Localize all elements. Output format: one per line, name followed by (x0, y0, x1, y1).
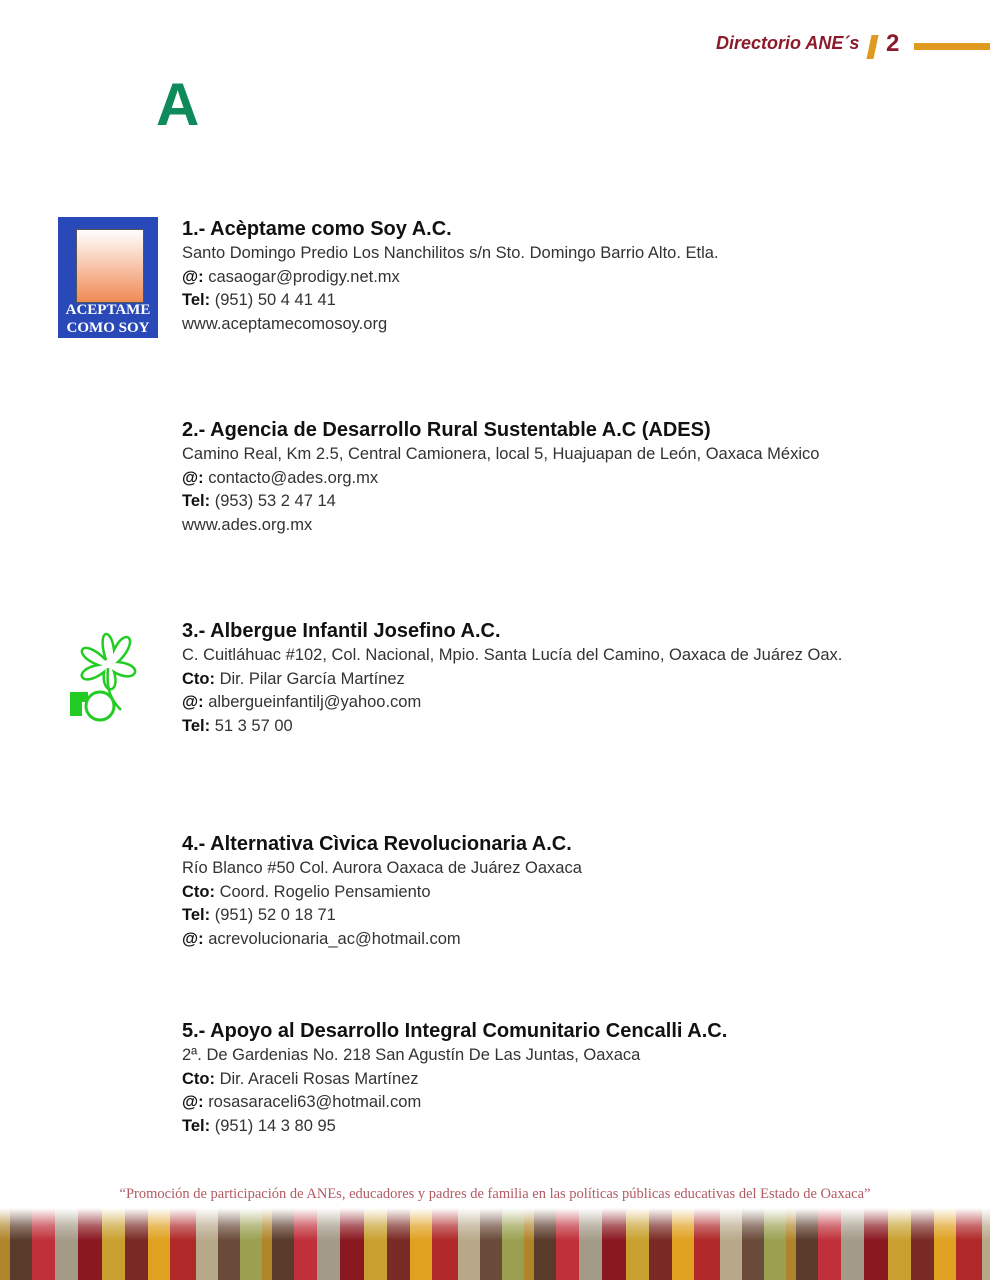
entry-email: @: contacto@ades.org.mx (182, 468, 379, 487)
header-slash-decoration (866, 35, 878, 59)
entry-title: 5.- Apoyo al Desarrollo Integral Comunitario Cencalli A.C. (182, 1020, 728, 1042)
entry-email: @: acrevolucionaria_ac@hotmail.com (182, 929, 461, 948)
woven-textile-banner (0, 1208, 990, 1280)
entry-website[interactable]: www.aceptamecomosoy.org (182, 314, 388, 333)
entry-title: 1.- Acèptame como Soy A.C. (182, 218, 452, 240)
entry-website[interactable]: www.ades.org.mx (182, 515, 313, 534)
email-link[interactable]: acrevolucionaria_ac@hotmail.com (208, 929, 461, 948)
entry-tel: Tel: (951) 52 0 18 71 (182, 906, 336, 924)
entry-tel: Tel: (951) 14 3 80 95 (182, 1116, 336, 1135)
entry-address: Santo Domingo Predio Los Nanchilitos s/n Sto. Domingo Barrio Alto. Etla. (182, 244, 719, 262)
directory-entry (182, 417, 819, 537)
directory-entry (182, 618, 842, 738)
email-link[interactable]: rosasaraceli63@hotmail.com (208, 1093, 422, 1111)
directory-entry (182, 216, 719, 336)
directory-entry (182, 831, 582, 951)
email-link[interactable]: contacto@ades.org.mx (208, 468, 379, 487)
page-number: 2 (886, 30, 900, 57)
header-title: Directorio ANE´s (716, 33, 860, 53)
footer-quote: “Promoción de participación de ANEs, educadores y padres de familia en las políticas públicas educativas del Estado de Oaxaca” (119, 1186, 871, 1202)
albergue-flower-logo (66, 620, 148, 730)
entry-title: 2.- Agencia de Desarrollo Rural Sustentable A.C (ADES) (182, 419, 711, 441)
section-letter: A (156, 71, 200, 138)
email-link[interactable]: casaogar@prodigy.net.mx (208, 267, 400, 286)
logo-text: ACEPTAME COMO SOY (65, 302, 151, 336)
entry-address: Camino Real, Km 2.5, Central Camionera, local 5, Huajuapan de León, Oaxaca México (182, 445, 820, 463)
entry-address: C. Cuitláhuac #102, Col. Nacional, Mpio. Santa Lucía del Camino, Oaxaca de Juárez Oax. (182, 646, 843, 664)
entry-title: 3.- Albergue Infantil Josefino A.C. (182, 620, 501, 642)
entry-tel: Tel: 51 3 57 00 (182, 716, 293, 735)
entry-title: 4.- Alternativa Cìvica Revolucionaria A.C. (182, 833, 572, 855)
entry-tel: Tel: (951) 50 4 41 41 (182, 291, 336, 309)
entry-email: @: casaogar@prodigy.net.mx (182, 267, 400, 286)
email-link[interactable]: albergueinfantilj@yahoo.com (208, 693, 422, 711)
entry-email: @: albergueinfantilj@yahoo.com (182, 693, 422, 711)
entry-contact: Cto: Coord. Rogelio Pensamiento (182, 882, 431, 901)
entry-contact: Cto: Dir. Pilar García Martínez (182, 669, 405, 688)
entry-address: 2ª. De Gardenias No. 218 San Agustín De Las Juntas, Oaxaca (182, 1046, 641, 1064)
aceptame-logo (58, 217, 158, 338)
entry-address: Río Blanco #50 Col. Aurora Oaxaca de Juárez Oaxaca (182, 859, 582, 877)
header-bar-decoration (914, 43, 990, 50)
entry-contact: Cto: Dir. Araceli Rosas Martínez (182, 1069, 419, 1088)
entry-tel: Tel: (953) 53 2 47 14 (182, 492, 336, 510)
entry-email: @: rosasaraceli63@hotmail.com (182, 1093, 422, 1111)
directory-entry (182, 1018, 727, 1138)
logo-illustration (76, 229, 144, 303)
